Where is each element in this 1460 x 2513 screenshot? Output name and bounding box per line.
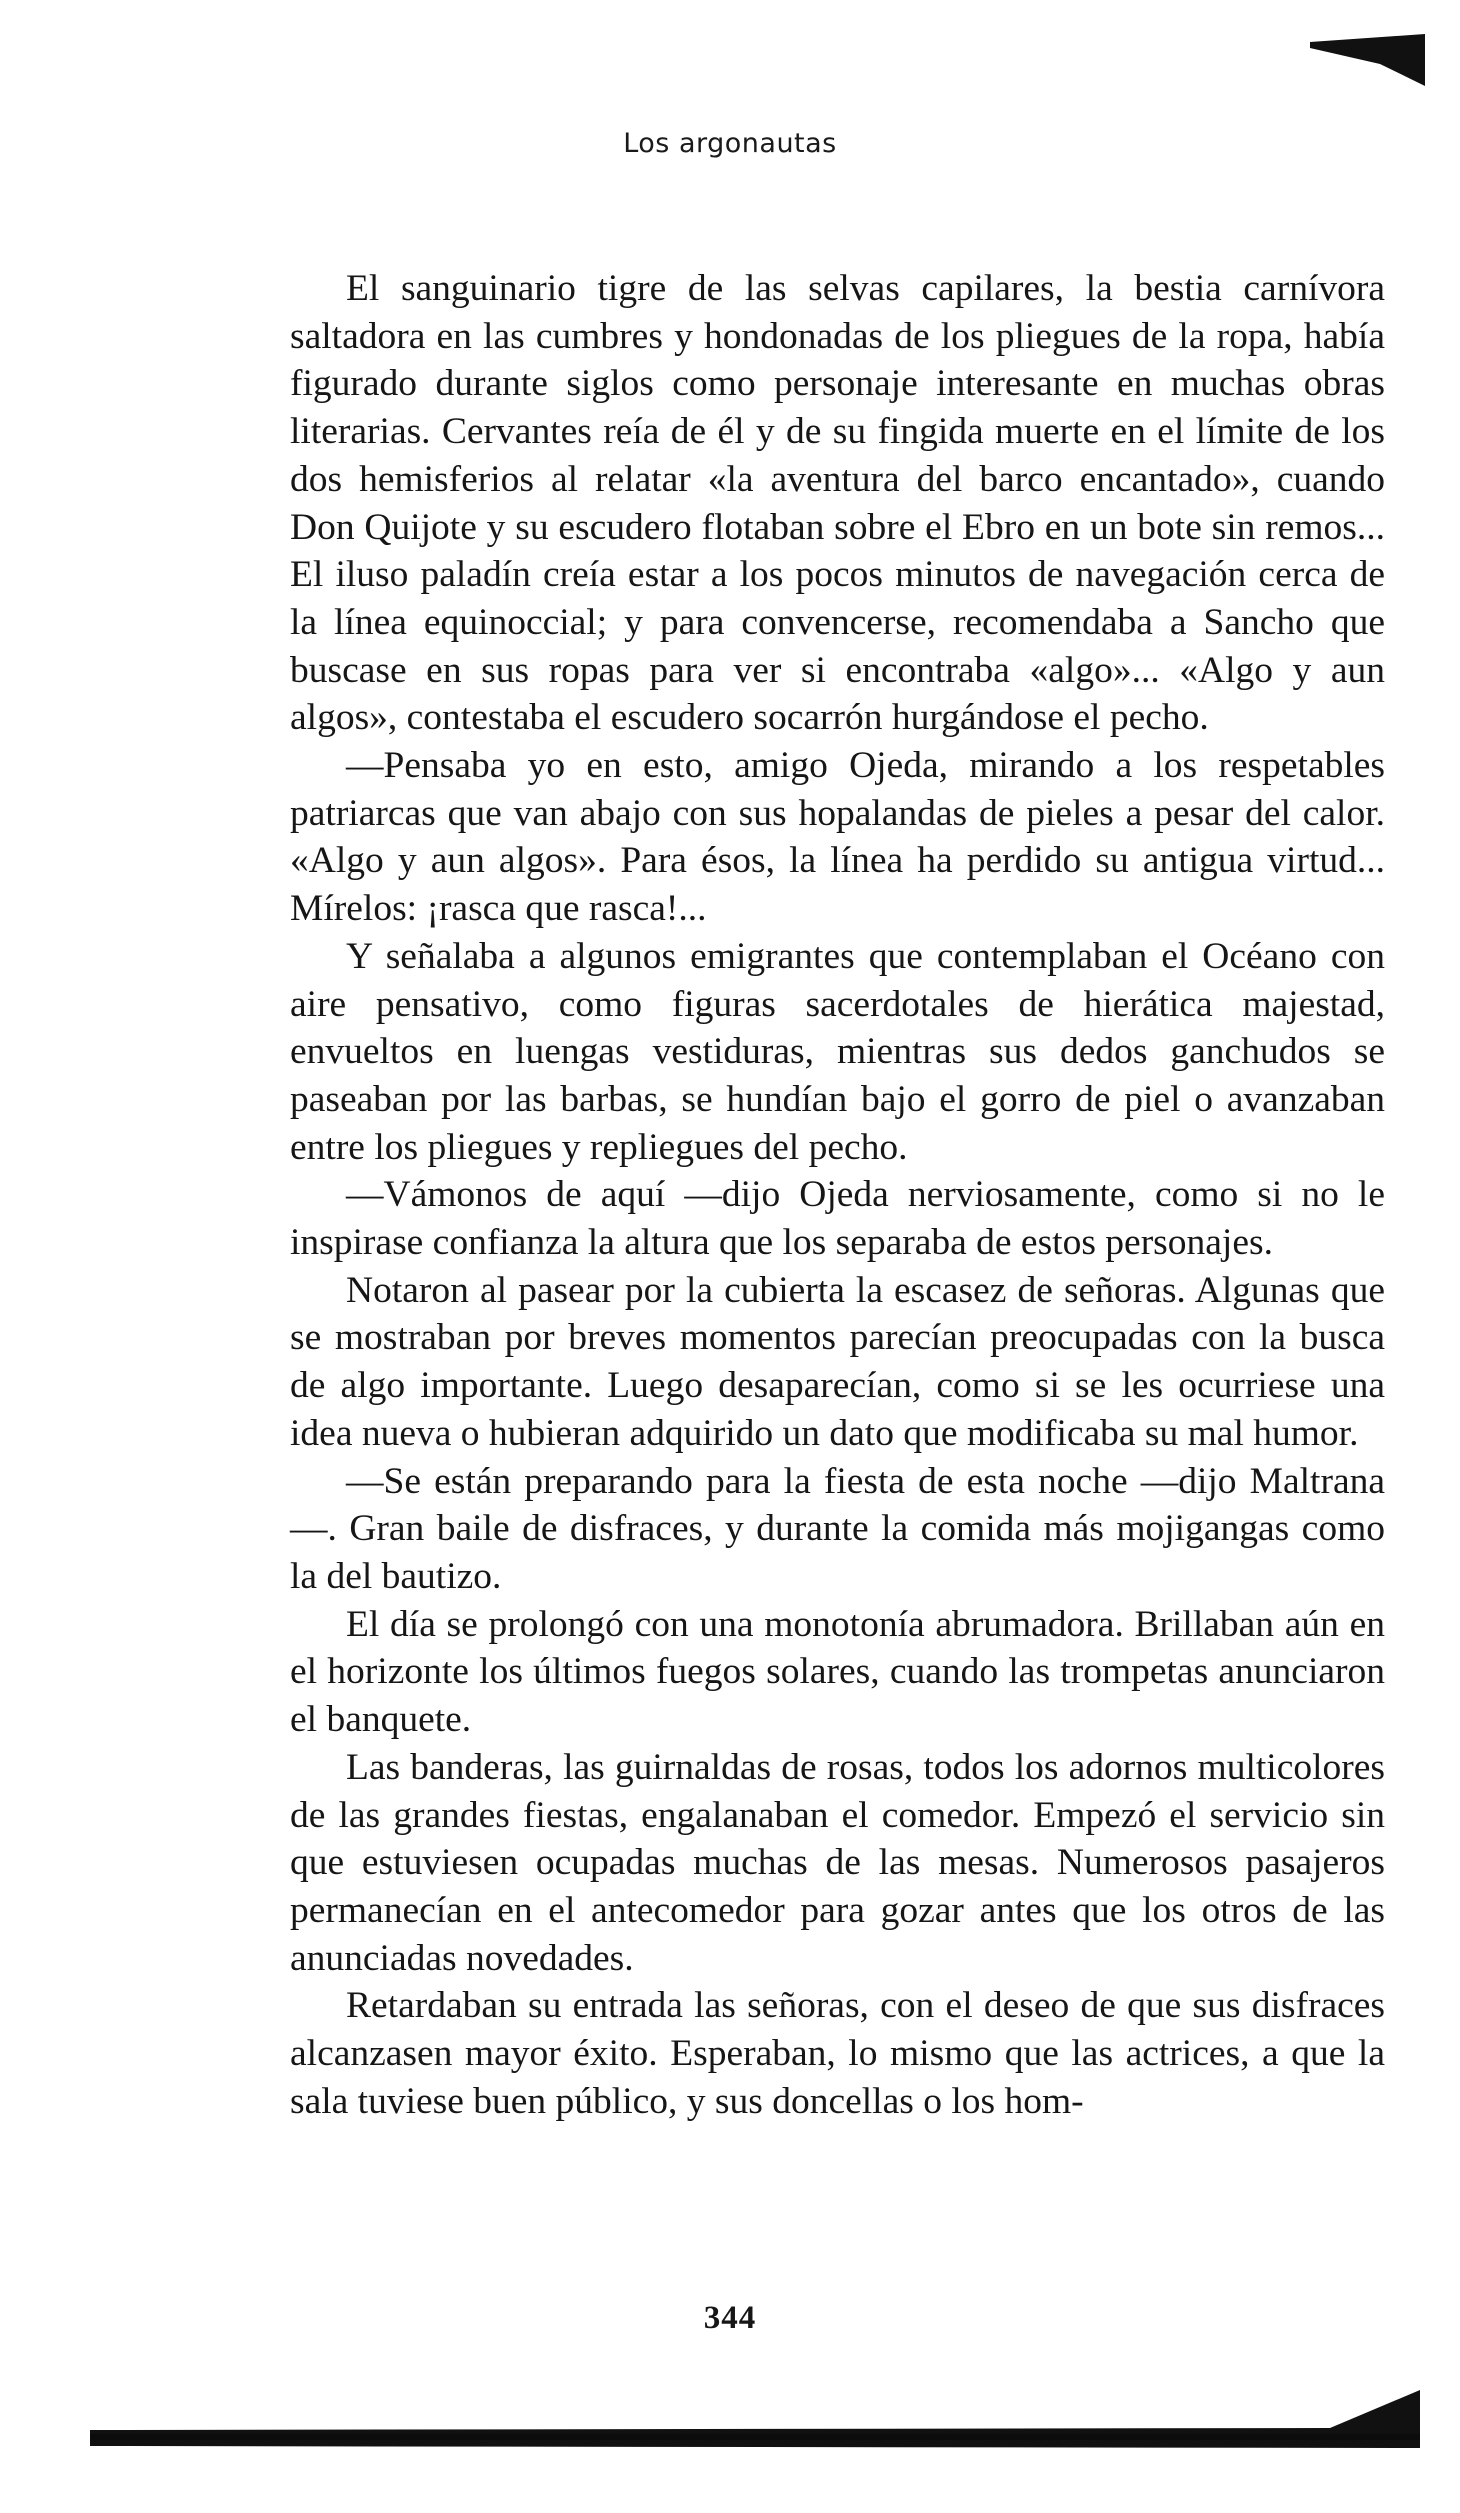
paragraph: —Vámonos de aquí —dijo Ojeda nerviosamente, como si no le inspirase confianza la altura que los separaba de estos personajes.	[290, 1174, 1385, 1264]
body-text	[290, 265, 1385, 2125]
corner-crop-mark	[1310, 34, 1425, 86]
paragraph: Retardaban su entrada las señoras, con el deseo de que sus disfraces alcanzasen mayor éxito. Esperaban, lo mismo que las actrices, a que la sala tuviese buen público, y sus doncellas o los hom-	[290, 1985, 1385, 2122]
paragraph: —Pensaba yo en esto, amigo Ojeda, mirando a los respetables patriarcas que van abajo con sus hopalandas de pieles a pesar del calor. «Algo y aun algos». Para ésos, la línea ha perdido su antigua virtud... Mírelos: ¡rasca que rasca!...	[290, 745, 1385, 930]
paragraph: Notaron al pasear por la cubierta la escasez de señoras. Algunas que se mostraban por breves momentos parecían preocupadas con la busca de algo importante. Luego desaparecían, como si se les ocurriese una idea nueva o hubieran adquirido un dato que modificaba su mal humor.	[290, 1269, 1385, 1454]
running-head: Los argonautas	[623, 128, 837, 159]
paragraph: Las banderas, las guirnaldas de rosas, todos los adornos multicolores de las grandes fiestas, engalanaban el comedor. Empezó el servicio sin que estuviesen ocupadas muchas de las mesas. Numerosos pasajeros permanecían en el antecomedor para gozar antes que los otros de las anunciadas novedades.	[290, 1746, 1385, 1979]
paragraph: —Se están preparando para la fiesta de esta noche —dijo Maltrana—. Gran baile de disfraces, y durante la comida más mojigangas como la del bautizo.	[290, 1460, 1385, 1597]
paragraph: Y señalaba a algunos emigrantes que contemplaban el Océano con aire pensativo, como figuras sacerdotales de hierática majestad, envueltos en luengas vestiduras, mientras sus dedos ganchudos se paseaban por las barbas, se hundían bajo el gorro de piel o avanzaban entre los pliegues y repliegues del pecho.	[290, 935, 1385, 1168]
paragraph: El sanguinario tigre de las selvas capilares, la bestia carnívora saltadora en las cumbres y hondonadas de los pliegues de la ropa, había figurado durante siglos como personaje interesante en muchas obras literarias. Cervantes reía de él y de su fingida muerte en el límite de los dos hemisferios al relatar «la aventura del barco encantado», cuando Don Quijote y su escudero flotaban sobre el Ebro en un bote sin remos... El iluso paladín creía estar a los pocos minutos de navegación cerca de la línea equinoccial; y para convencerse, recomendaba a Sancho que buscase en sus ropas para ver si encontraba «algo»... «Algo y aun algos», contestaba el escudero socarrón hurgándose el pecho.	[290, 268, 1385, 739]
paragraph: El día se prolongó con una monotonía abrumadora. Brillaban aún en el horizonte los últimos fuegos solares, cuando las trompetas anunciaron el banquete.	[290, 1603, 1385, 1741]
page-number: 344	[703, 2300, 757, 2336]
bottom-crop-rule	[90, 2390, 1420, 2450]
